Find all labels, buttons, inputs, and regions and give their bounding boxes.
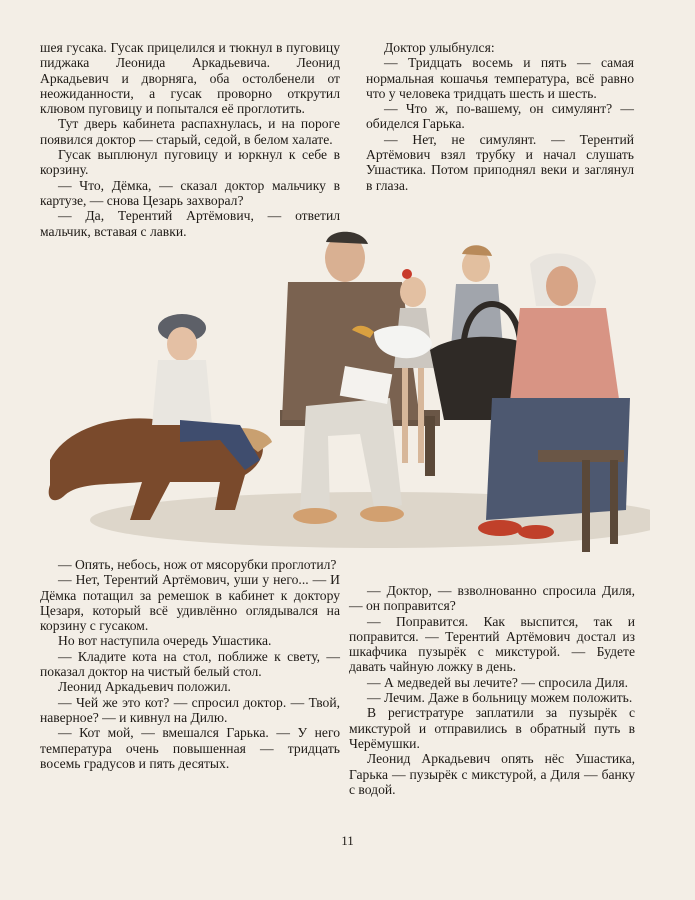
paragraph: Доктор улыбнулся: (384, 40, 495, 55)
paragraph: — Что ж, по-вашему, он симулянт? — обиделся Гарька. (366, 101, 634, 132)
paragraph: — Доктор, — взволнованно спросила Диля, — он поправится? (349, 583, 635, 614)
paragraph: — Да, Терентий Артёмович, — ответил мальчик, вставая с лавки. (40, 208, 340, 239)
text-column-bottom-left (40, 557, 340, 771)
paragraph: Леонид Аркадьевич опять нёс Ушастика, Гарька — пузырёк с микстурой, а Диля — банку с водой. (349, 751, 635, 797)
illustration (30, 220, 650, 580)
paragraph: — Чей же это кот? — спросил доктор. — Твой, наверное? — и кивнул на Дилю. (40, 694, 340, 725)
text-column-top-left (40, 40, 340, 239)
paragraph: — Нет, не симулянт. — Терентий Артёмович взял трубку и начал слушать Ушастика. Потом приподнял веки и заглянул в глаза. (366, 131, 634, 193)
paragraph: Тут дверь кабинета распахнулась, и на пороге появился доктор — старый, седой, в белом халате. (40, 116, 340, 147)
paragraph: — Что, Дёмка, — сказал доктор мальчику в картузе, — снова Цезарь захворал? (40, 177, 340, 208)
paragraph: — Опять, небось, нож от мясорубки проглотил? (58, 557, 337, 572)
paragraph: — Кладите кота на стол, поближе к свету, — показал доктор на чистый белый стол. (40, 648, 340, 680)
paragraph: — А медведей вы лечите? — спросила Диля. (367, 674, 629, 690)
paragraph: Гусак выплюнул пуговицу и юркнул к себе в корзину. (40, 147, 340, 178)
paragraph: Но вот наступила очередь Ушастика. (58, 633, 272, 649)
page-number: 11 (341, 833, 354, 848)
text-column-bottom-right (349, 583, 635, 797)
paragraph: — Поправится. Как выспится, так и поправится. — Терентий Артёмович достал из шкафчика пузырёк с микстурой. — Будете давать чайную ложку в день. (349, 613, 635, 675)
text-column-top-right (366, 40, 634, 193)
paragraph: — Нет, Терентий Артёмович, уши у него... — И Дёмка потащил за ремешок в кабинет к доктору Цезаря, который всё удивлённо оглядывался на корзину с гусаком. (40, 572, 340, 634)
paragraph: Леонид Аркадьевич положил. (58, 679, 231, 695)
paragraph: — Тридцать восемь и пять — самая нормальная кошачья температура, всё равно что у человека тридцать шесть и шесть. (366, 55, 634, 101)
woman-figure (478, 253, 630, 552)
paragraph: — Лечим. Даже в больницу можем положить. (367, 690, 633, 706)
paragraph: шея гусака. Гусак прицелился и тюкнул в пуговицу пиджака Леонида Аркадьевича. Леонид Аркадьевич и дворняга, оба остолбенели от неожиданности, а гусак проворно открутил клювом пуговицу и попытался её проглотить. (40, 40, 340, 117)
man-figure (282, 232, 420, 524)
paragraph: — Кот мой, — вмешался Гарька. — У него температура очень повышенная — тридцать восемь градусов и пять десятых. (40, 725, 340, 771)
paragraph: В регистратуре заплатили за пузырёк с микстурой и отправились в обратный путь в Черёмушки. (349, 705, 635, 751)
